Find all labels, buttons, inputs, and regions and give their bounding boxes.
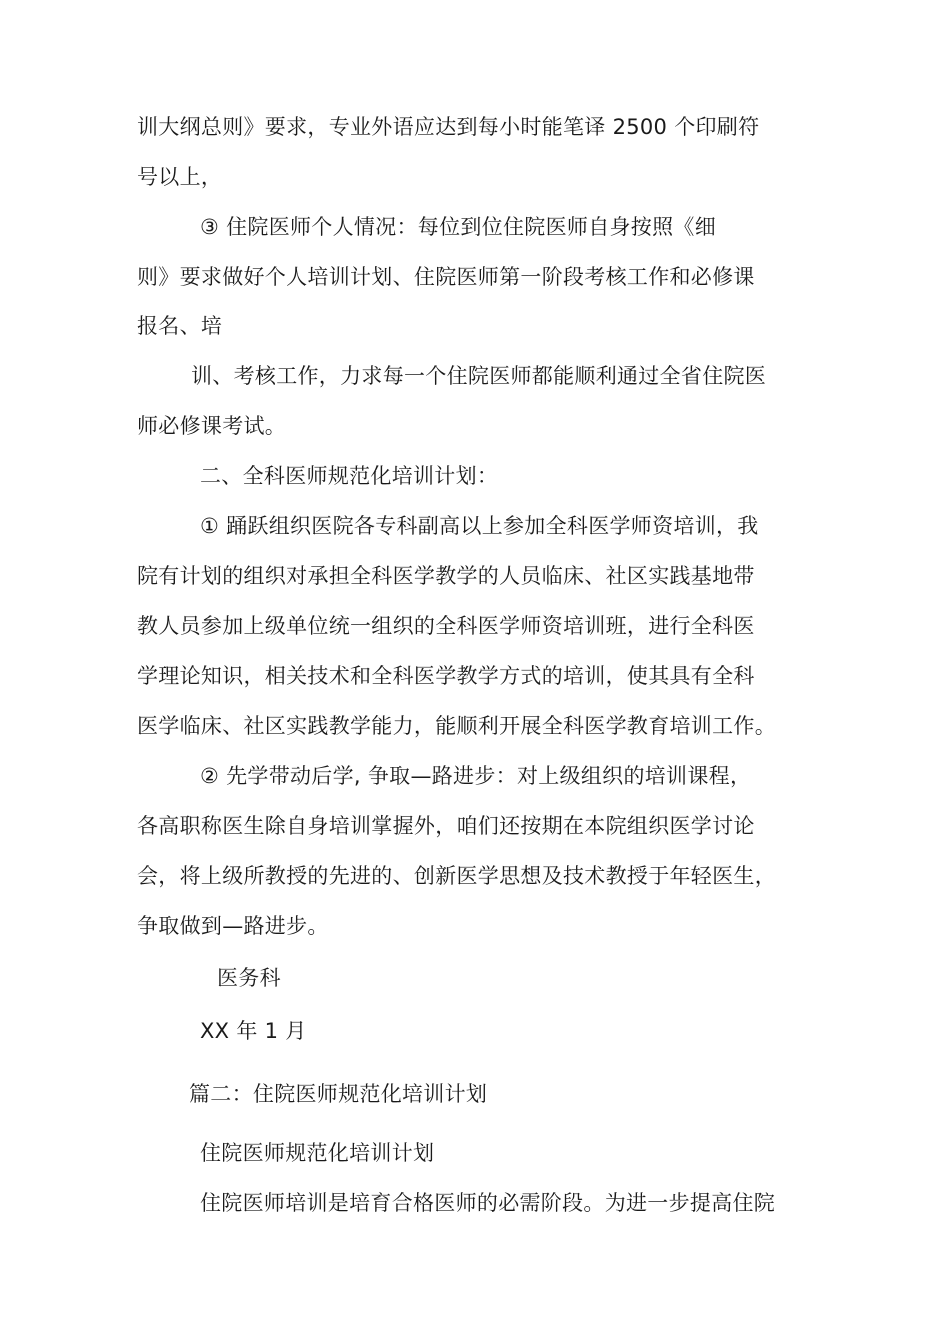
body-text-line: 住院医师培训是培育合格医师的必需阶段。为进一步提高住院 bbox=[200, 1191, 776, 1215]
body-text-line: 教人员参加上级单位统一组织的全科医学师资培训班，进行全科医 bbox=[137, 614, 755, 638]
document-title: 住院医师规范化培训计划 bbox=[200, 1141, 435, 1165]
body-text-line: 各高职称医生除自身培训掌握外，咱们还按期在本院组织医学讨论 bbox=[137, 814, 755, 838]
signature-department: 医务科 bbox=[217, 966, 281, 990]
body-text-line: 师必修课考试。 bbox=[137, 414, 287, 438]
body-text-line: 训大纲总则》要求，专业外语应达到每小时能笔译 2500 个印刷符 bbox=[137, 115, 760, 139]
signature-date: XX 年 1 月 bbox=[200, 1019, 307, 1043]
section-heading: 二、全科医师规范化培训计划： bbox=[200, 464, 499, 488]
chapter-heading: 篇二：住院医师规范化培训计划 bbox=[189, 1082, 488, 1106]
body-text-line: 训、考核工作，力求每一个住院医师都能顺利通过全省住院医 bbox=[191, 364, 767, 388]
body-text-line: 则》要求做好个人培训计划、住院医师第一阶段考核工作和必修课 bbox=[137, 265, 755, 289]
body-text-line: 医学临床、社区实践教学能力，能顺利开展全科医学教育培训工作。 bbox=[137, 714, 776, 738]
body-text-line: 学理论知识，相关技术和全科医学教学方式的培训，使其具有全科 bbox=[137, 664, 755, 688]
body-text-line: ① 踊跃组织医院各专科副高以上参加全科医学师资培训，我 bbox=[200, 514, 759, 538]
body-text-line: 会，将上级所教授的先进的、创新医学思想及技术教授于年轻医生， bbox=[137, 864, 776, 888]
body-text-line: 报名、培 bbox=[137, 314, 223, 338]
body-text-line: ② 先学带动后学, 争取—路进步：对上级组织的培训课程， bbox=[200, 764, 752, 788]
body-text-line: 争取做到—路进步。 bbox=[137, 914, 329, 938]
body-text-line: 号以上， bbox=[137, 165, 223, 189]
body-text-line: ③ 住院医师个人情况：每位到位住院医师自身按照《细 bbox=[200, 215, 716, 239]
body-text-line: 院有计划的组织对承担全科医学教学的人员临床、社区实践基地带 bbox=[137, 564, 755, 588]
